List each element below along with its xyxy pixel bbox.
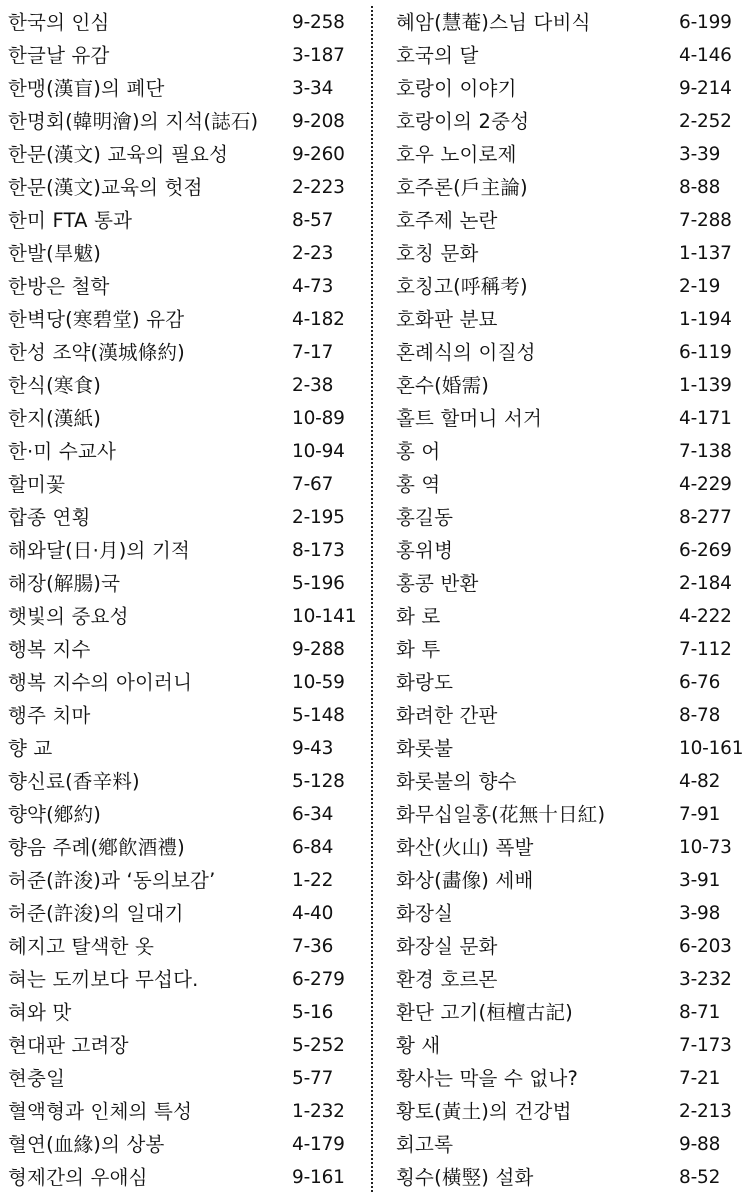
entry-title: 호랑이의 2중성 [396,110,530,133]
entry-title: 화 투 [396,638,441,661]
entry-title: 호주제 논란 [396,209,498,232]
entry-title: 화상(畵像) 세배 [396,869,534,892]
index-entry [8,6,360,39]
entry-title: 행주 치마 [8,704,91,727]
entry-reference: 2-38 [292,375,334,396]
entry-reference: 2-184 [679,573,732,594]
entry-title: 한발(旱魃) [8,242,102,265]
entry-reference: 8-71 [679,1002,721,1023]
index-entry [396,1161,746,1194]
entry-title: 향 교 [8,737,53,760]
entry-reference: 6-76 [679,672,721,693]
entry-title: 한성 조약(漢城條約) [8,341,185,364]
entry-reference: 7-138 [679,441,732,462]
index-entry [8,72,360,105]
index-entry [396,963,746,996]
index-entry [396,468,746,501]
column-divider [371,6,373,1192]
entry-reference: 3-98 [679,903,721,924]
entry-title: 한문(漢文)교육의 헛점 [8,176,203,199]
index-entry [396,1062,746,1095]
index-entry [396,72,746,105]
entry-title: 한·미 수교사 [8,440,116,463]
entry-title: 홍 어 [396,440,441,463]
entry-reference: 1-232 [292,1101,345,1122]
entry-title: 호국의 달 [396,44,479,67]
entry-title: 향신료(香辛料) [8,770,140,793]
entry-reference: 10-141 [292,606,357,627]
index-entry [8,732,360,765]
entry-title: 한국의 인심 [8,11,110,34]
entry-reference: 9-288 [292,639,345,660]
entry-reference: 6-269 [679,540,732,561]
entry-reference: 2-213 [679,1101,732,1122]
entry-title: 화 로 [396,605,441,628]
index-entry [396,600,746,633]
entry-title: 한글날 유감 [8,44,110,67]
entry-title: 행복 지수 [8,638,91,661]
entry-reference: 7-17 [292,342,334,363]
index-entry [396,864,746,897]
index-entry [8,1095,360,1128]
index-entry [396,303,746,336]
entry-title: 호우 노이로제 [396,143,517,166]
entry-reference: 9-214 [679,78,732,99]
index-entry [396,204,746,237]
entry-reference: 2-223 [292,177,345,198]
index-entry [8,1161,360,1194]
entry-title: 화장실 [396,902,454,925]
entry-reference: 2-19 [679,276,721,297]
index-entry [396,798,746,831]
index-entry [396,138,746,171]
index-entry [8,1062,360,1095]
entry-reference: 4-40 [292,903,334,924]
entry-reference: 5-252 [292,1035,345,1056]
index-entry [396,930,746,963]
index-entry [8,1029,360,1062]
entry-title: 해장(解腸)국 [8,572,121,595]
entry-title: 홍 역 [396,473,441,496]
index-entry [396,6,746,39]
entry-title: 홍위병 [396,539,454,562]
entry-title: 한미 FTA 통과 [8,209,133,232]
index-entry [8,567,360,600]
entry-title: 향음 주례(鄕飮酒禮) [8,836,185,859]
index-entry [8,138,360,171]
entry-reference: 1-137 [679,243,732,264]
index-entry [8,831,360,864]
entry-title: 형제간의 우애심 [8,1166,148,1189]
index-entry [8,336,360,369]
index-entry [8,798,360,831]
index-entry [396,567,746,600]
entry-title: 혀는 도끼보다 무섭다. [8,968,199,991]
index-entry [8,171,360,204]
index-entry [8,501,360,534]
index-entry [8,105,360,138]
entry-title: 한명회(韓明澮)의 지석(誌石) [8,110,259,133]
index-entry [396,435,746,468]
entry-reference: 9-88 [679,1134,721,1155]
entry-title: 해와달(日·月)의 기적 [8,539,191,562]
index-entry [396,501,746,534]
entry-reference: 3-39 [679,144,721,165]
entry-title: 혈연(血緣)의 상봉 [8,1133,165,1156]
entry-reference: 4-171 [679,408,732,429]
entry-title: 화려한 간판 [396,704,498,727]
entry-title: 횡수(橫竪) 설화 [396,1166,534,1189]
index-entry [8,468,360,501]
entry-reference: 7-36 [292,936,334,957]
entry-reference: 3-187 [292,45,345,66]
index-entry [396,336,746,369]
entry-title: 현충일 [8,1067,66,1090]
entry-reference: 3-91 [679,870,721,891]
entry-reference: 2-23 [292,243,334,264]
index-entry [8,204,360,237]
entry-title: 호주론(戶主論) [396,176,528,199]
entry-reference: 7-288 [679,210,732,231]
entry-reference: 9-161 [292,1167,345,1188]
index-entry [8,600,360,633]
entry-title: 혀와 맛 [8,1001,72,1024]
index-entry [396,1095,746,1128]
entry-reference: 7-173 [679,1035,732,1056]
entry-title: 화롯불 [396,737,454,760]
entry-title: 햇빛의 중요성 [8,605,129,628]
entry-title: 허준(許浚)과 ‘동의보감’ [8,869,216,892]
entry-reference: 3-232 [679,969,732,990]
entry-title: 호칭 문화 [396,242,479,265]
index-entry [396,765,746,798]
entry-title: 한문(漢文) 교육의 필요성 [8,143,229,166]
entry-reference: 10-59 [292,672,345,693]
entry-title: 호랑이 이야기 [396,77,517,100]
index-entry [396,105,746,138]
entry-reference: 6-279 [292,969,345,990]
index-entry [396,237,746,270]
entry-reference: 6-84 [292,837,334,858]
entry-title: 향약(鄕約) [8,803,102,826]
entry-title: 화산(火山) 폭발 [396,836,534,859]
entry-reference: 10-73 [679,837,732,858]
entry-title: 한맹(漢盲)의 폐단 [8,77,165,100]
index-entry [8,633,360,666]
index-entry [8,930,360,963]
index-column-right [396,6,746,1194]
index-entry [396,897,746,930]
entry-title: 할미꽃 [8,473,66,496]
entry-reference: 4-179 [292,1134,345,1155]
entry-reference: 8-52 [679,1167,721,1188]
entry-title: 환단 고기(桓檀古記) [396,1001,573,1024]
index-entry [8,666,360,699]
entry-title: 환경 호르몬 [396,968,498,991]
index-entry [396,1128,746,1161]
entry-title: 한벽당(寒碧堂) 유감 [8,308,185,331]
entry-title: 황토(黃土)의 건강법 [396,1100,572,1123]
entry-title: 홍콩 반환 [396,572,479,595]
entry-title: 화장실 문화 [396,935,498,958]
entry-reference: 4-73 [292,276,334,297]
entry-reference: 1-194 [679,309,732,330]
index-entry [396,270,746,303]
entry-title: 현대판 고려장 [8,1034,129,1057]
index-entry [396,732,746,765]
entry-reference: 4-222 [679,606,732,627]
index-entry [8,765,360,798]
index-entry [396,831,746,864]
entry-reference: 6-119 [679,342,732,363]
entry-reference: 6-34 [292,804,334,825]
entry-reference: 5-196 [292,573,345,594]
entry-title: 한식(寒食) [8,374,102,397]
entry-title: 홀트 할머니 서거 [396,407,543,430]
entry-title: 행복 지수의 아이러니 [8,671,193,694]
index-entry [396,171,746,204]
entry-title: 혼례식의 이질성 [396,341,536,364]
entry-reference: 4-146 [679,45,732,66]
entry-reference: 8-173 [292,540,345,561]
entry-reference: 5-128 [292,771,345,792]
entry-reference: 6-203 [679,936,732,957]
index-entry [8,996,360,1029]
entry-reference: 4-229 [679,474,732,495]
entry-title: 회고록 [396,1133,454,1156]
entry-reference: 10-89 [292,408,345,429]
entry-title: 헤지고 탈색한 옷 [8,935,155,958]
entry-title: 합종 연횡 [8,506,91,529]
entry-reference: 5-16 [292,1002,334,1023]
index-entry [8,1128,360,1161]
entry-title: 황사는 막을 수 없나? [396,1067,579,1090]
index-entry [396,402,746,435]
entry-title: 홍길동 [396,506,454,529]
index-entry [8,270,360,303]
index-entry [396,369,746,402]
entry-title: 화랑도 [396,671,454,694]
index-entry [396,699,746,732]
entry-reference: 3-34 [292,78,334,99]
entry-reference: 9-43 [292,738,334,759]
entry-reference: 2-252 [679,111,732,132]
index-entry [8,303,360,336]
index-entry [8,864,360,897]
index-entry [396,666,746,699]
entry-reference: 2-195 [292,507,345,528]
index-entry [396,39,746,72]
entry-reference: 9-258 [292,12,345,33]
entry-reference: 9-208 [292,111,345,132]
index-entry [8,39,360,72]
entry-reference: 4-182 [292,309,345,330]
entry-title: 화롯불의 향수 [396,770,517,793]
index-entry [8,435,360,468]
index-entry [8,534,360,567]
entry-title: 한지(漢紙) [8,407,102,430]
entry-title: 화무십일홍(花無十日紅) [396,803,606,826]
index-entry [8,963,360,996]
entry-title: 혼수(婚需) [396,374,490,397]
entry-title: 혜암(慧菴)스님 다비식 [396,11,591,34]
entry-reference: 10-94 [292,441,345,462]
entry-reference: 8-277 [679,507,732,528]
entry-title: 호화판 분묘 [396,308,498,331]
entry-title: 허준(許浚)의 일대기 [8,902,184,925]
entry-reference: 7-112 [679,639,732,660]
index-entry [8,897,360,930]
entry-reference: 8-88 [679,177,721,198]
index-entry [8,699,360,732]
index-entry [8,369,360,402]
entry-reference: 10-161 [679,738,744,759]
index-entry [8,237,360,270]
entry-title: 황 새 [396,1034,441,1057]
entry-reference: 1-139 [679,375,732,396]
index-entry [396,1029,746,1062]
index-column-left [8,6,360,1194]
index-entry [396,534,746,567]
entry-reference: 1-22 [292,870,334,891]
entry-title: 한방은 철학 [8,275,110,298]
entry-reference: 9-260 [292,144,345,165]
index-entry [396,633,746,666]
entry-reference: 4-82 [679,771,721,792]
entry-reference: 7-67 [292,474,334,495]
index-entry [396,996,746,1029]
index-entry [8,402,360,435]
entry-reference: 7-91 [679,804,721,825]
entry-reference: 6-199 [679,12,732,33]
entry-title: 호칭고(呼稱考) [396,275,528,298]
entry-reference: 8-78 [679,705,721,726]
entry-reference: 5-77 [292,1068,334,1089]
entry-reference: 8-57 [292,210,334,231]
entry-reference: 5-148 [292,705,345,726]
entry-reference: 7-21 [679,1068,721,1089]
entry-title: 혈액형과 인체의 특성 [8,1100,193,1123]
